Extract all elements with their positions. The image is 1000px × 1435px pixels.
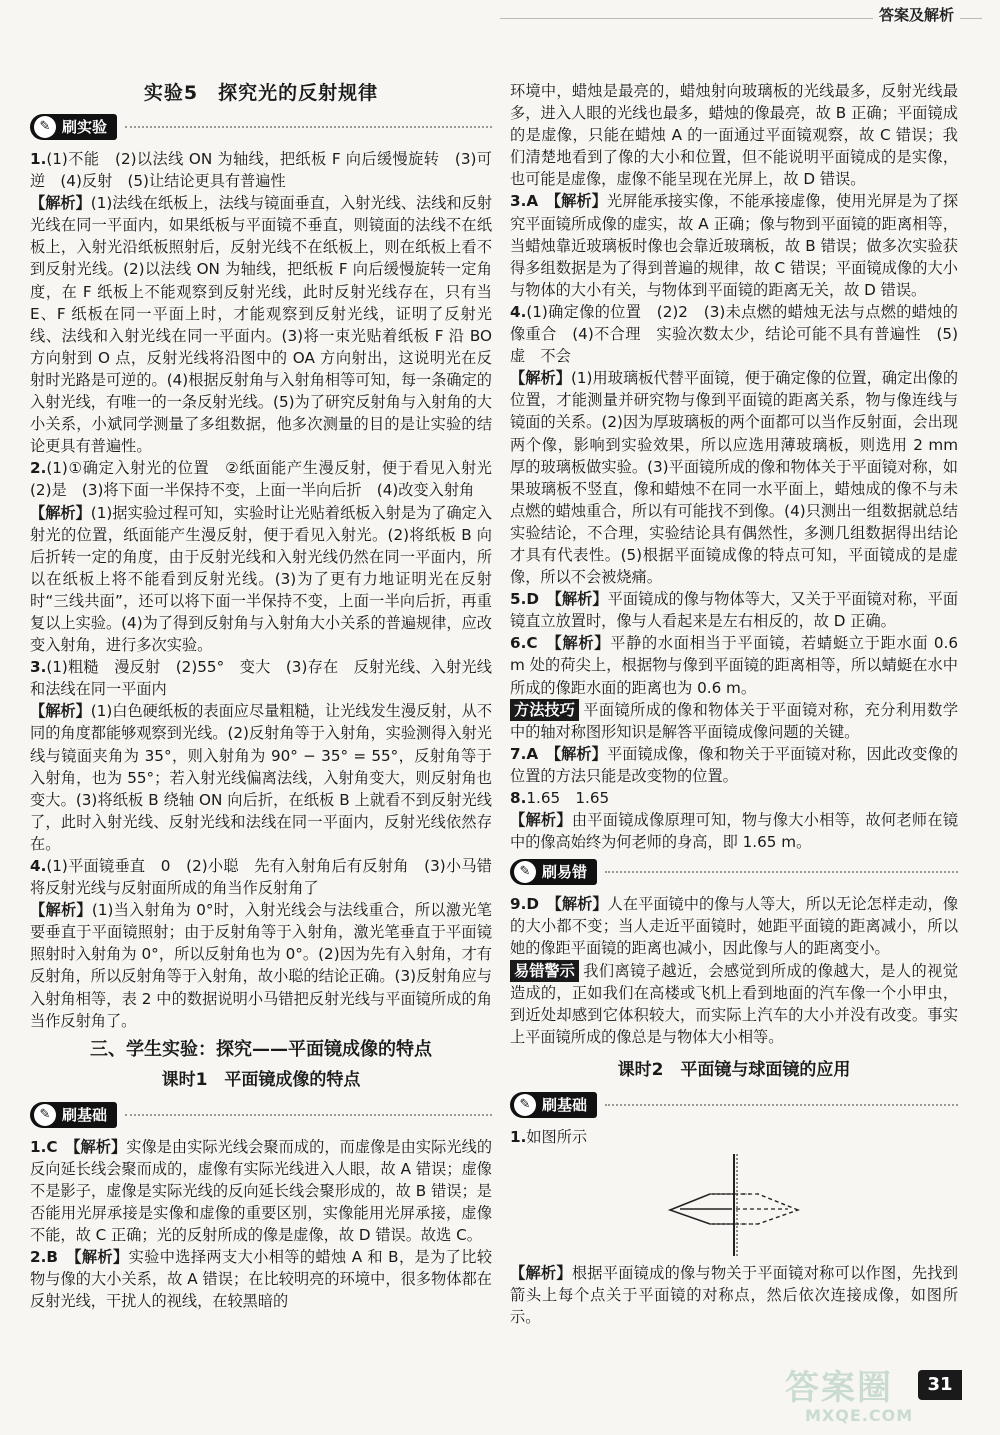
lesson-1-title: 课时1 平面镜成像的特点 [161,1069,361,1090]
method-tip-label: 方法技巧 [510,699,579,721]
analysis-2: 【解析】(1)据实验过程可知，实验时让光贴着纸板入射是为了确定入射光的位置，纸面能产生漫反射，便于看见入射光。(2)将纸板 B 向后折转一定的角度，由于反射光线和入射光线仍然在同一平面内，所以在纸板上将不能看到反射光线。(3)为了更有力地证明光在反射时“三线共面”，还可以将下面一半保持不变，上面一半向后折，再重复以上实验。(4)为了得到反射角与入射角大小关系的普遍规律，应改变入射角，进行多次实验。 [30,503,493,655]
basic-question-2-continued: 环境中，蜡烛是最亮的，蜡烛射向玻璃板的光线最多，反射光线最多，进入人眼的光线也最多，蜡烛的像最亮，故 B 正确；平面镜成的是虚像，只能在蜡烛 A 的一面通过平面镜观察，故 C 错误；我们清楚地看到了像的大小和位置，但不能说明平面镜成的是实像，也可能是虚像，虚像不能呈现在光屏上，故 D 错误。 [510,82,958,189]
basic-question-1: 1.C 【解析】实像是由实际光线会聚而成的，而虚像是由实际光线的反向延长线会聚而成的，虚像有实际光线进入人眼，故 A 错误；虚像不是影子，虚像是实际光线的反向延长线会聚形成的，故 B 错误；是否能用光屏承接是实像和虚像的重要区别，实像能用光屏承接，虚像不能，故 C 正确；光的反射所成的像是虚像，故 D 错误。故选 C。 [30,1137,493,1245]
question-1: 1.(1)不能 (2)以法线 ON 为轴线，把纸板 F 向后缓慢旋转 (3)可逆 (4)反射 (5)让结论更具有普遍性 [30,150,492,191]
banner-logo: ✎ 刷基础 [510,1092,597,1118]
brush-icon: ✎ [34,116,56,138]
banner-basics-2 [510,1088,958,1122]
analysis-1: 【解析】(1)法线在纸板上，法线与镜面垂直，入射光线、法线和反射光线在同一平面内，如果纸板与平面镜不垂直，则镜面的法线不在纸板上，入射光沿纸板照射后，反射光线不在纸板上，则在纸板上看不到反射光线。(2)以法线 ON 为轴线，把纸板 F 向后缓慢旋转一定角度，在 F 纸板上不能观察到反射光线，此时反射光线存在，只有当 E、F 纸板在同一平面上时，才能观察到反射光线，证明了反射光线、法线和入射光线在同一平面内。(3)将一束光贴着纸板 F 沿 BO 方向射到 O 点，反射光线将沿图中的 OA 方向射出，这说明光在反射时光路是可逆的。(4)根据反射角与入射角相等可知，每一条确定的入射光线，有唯一的一条反射光线。(5)为了研究反射角与入射角的大小关系，小斌同学测量了多组数据，他多次测量的目的是让实验的结论更具有普遍性。 [30,194,493,456]
analysis-b8: 【解析】由平面镜成像原理可知，物与像大小相等，故何老师在镜中的像高始终为何老师的身高，即 1.65 m。 [510,811,959,852]
banner-dots [125,126,492,128]
analysis-c1: 【解析】根据平面镜成的像与物关于平面镜对称可以作图，先找到箭头上每个点关于平面镜的对称点，然后依次连接成像，如图所示。 [510,1264,959,1327]
section-title: 三、学生实验：探究——平面镜成像的特点 [90,1038,432,1060]
basic-question-5: 5.D 【解析】平面镜成的像与物体等大，又关于平面镜对称，平面镜直立放置时，像与人看起来是左右相反的，故 D 正确。 [510,590,959,631]
right-column [510,80,958,1328]
analysis-3: 【解析】(1)白色硬纸板的表面应尽量粗糙，让光线发生漫反射，从不同的角度都能够观察到光线。(2)反射角等于入射角，实验测得入射光线与镜面夹角为 35°，则入射角为 90° − 35° = 55°，反射角等于入射角，也为 55°；若入射光线偏离法线，入射角变大，则反射角也变大。(3)将纸板 B 绕轴 ON 向后折，在纸板 B 上就看不到反射光线了，此时入射光线、反射光线和法线在同一平面内，反射光线依然存在。 [30,702,493,853]
banner-logo: ✎ 刷实验 [30,114,117,140]
basic-question-8: 8.1.65 1.65 [510,789,610,807]
page-number: 31 [918,1370,962,1400]
banner-mistakes [510,855,958,889]
method-tip: 方法技巧 平面镜所成的像和物体关于平面镜对称，充分利用数学中的轴对称图形知识是解答平面镜成像问题的关键。 [510,700,958,741]
watermark: 答案圈 MXQE.COM [785,1368,914,1425]
basic-question-4: 4.(1)确定像的位置 (2)2 (3)未点燃的蜡烛无法与点燃的蜡烛的像重合 (4)不合理 实验次数太少，结论可能不具有普遍性 (5)虚 不会 [510,302,958,366]
experiment-title: 实验5 探究光的反射规律 [143,82,379,104]
banner-dots [605,871,958,873]
mistake-question-9: 9.D 【解析】人在平面镜中的像与人等大，所以无论怎样走动，像的大小都不变；当人走近平面镜时，她距平面镜的距离减小，所以她的像距平面镜的距离也减小，因此像与人的距离变小。 [510,895,959,958]
question-2: 2.(1)①确定入射光的位置 ②纸面能产生漫反射，便于看见入射光 (2)是 (3)将下面一半保持不变，上面一半向后折 (4)改变入射角 [30,459,508,500]
banner-logo: ✎ 刷易错 [510,859,597,885]
basic-question-6: 6.C 【解析】平静的水面相当于平面镜，若蜻蜓立于距水面 0.6 m 处的荷尖上，根据物与像到平面镜的距离相等，所以蜻蜓在水中所成的像距水面的距离也为 0.6 m。 [510,634,959,697]
analysis-4: 【解析】(1)当入射角为 0°时，入射光线会与法线重合，所以激光笔要垂直于平面镜照射；由于反射角等于入射角，激光笔垂直于平面镜照射时入射角为 0°，所以反射角也为 0°。(2)因为先有入射角，才有反射角，所以反射角等于入射角，故小聪的结论正确。(3)反射角应与入射角相等，表 2 中的数据说明小马错把反射光线与平面镜所成的角当作反射角了。 [30,901,492,1030]
mistake-tip: 易错警示 我们离镜子越近，会感觉到所成的像越大，是人的视觉造成的，正如我们在高楼或飞机上看到地面的汽车像一个小甲虫，到近处却感到它体积较大，而实际上汽车的大小并没有改变。事实上平面镜所成的像总是与物体大小相等。 [510,961,958,1046]
banner-experiment [30,110,492,144]
banner-logo: ✎ 刷基础 [30,1102,117,1128]
basic-question-3: 3.A 【解析】光屏能承接实像，不能承接虚像，使用光屏是为了探究平面镜所成像的虚实，故 A 正确；像与物到平面镜的距离相等，当蜡烛靠近玻璃板时像也会靠近玻璃板，故 B 错误；做多次实验获得多组数据是为了得到普遍的规律，故 C 错误；平面镜成像的大小与物体的大小有关，与物体到平面镜的距离无关，故 D 错误。 [510,192,959,299]
question-3: 3.(1)粗糙 漫反射 (2)55° 变大 (3)存在 反射光线、入射光线和法线在同一平面内 [30,658,492,699]
banner-dots [605,1104,958,1106]
basic-question-2: 2.B 【解析】实验中选择两支大小相等的蜡烛 A 和 B，是为了比较物与像的大小关系，故 A 错误；在比较明亮的环境中，很多物体都在反射光线，干扰人的视线，在较黑暗的 [30,1248,493,1311]
left-column [30,80,508,1313]
question-4: 4.(1)平面镜垂直 0 (2)小聪 先有入射角后有反射角 (3)小马错将反射光线与反射面所成的角当作反射角了 [30,857,492,898]
mirror-diagram [510,1150,958,1260]
brush-icon: ✎ [514,1094,536,1116]
brush-icon: ✎ [34,1104,56,1126]
lesson2-question-1: 1.如图所示 [510,1127,588,1146]
mistake-tip-label: 易错警示 [510,960,579,982]
mirror-figure [510,1150,958,1260]
banner-dots [125,1114,492,1116]
lesson-2-title: 课时2 平面镜与球面镜的应用 [617,1059,851,1080]
analysis-b4: 【解析】(1)用玻璃板代替平面镜，便于确定像的位置，确定出像的位置，才能测量并研究物与像到平面镜的距离关系，物与像连线与镜面的关系。(2)因为厚玻璃板的两个面都可以当作反射面，会出现两个像，影响到实验效果，所以应选用薄玻璃板，则选用 2 mm 厚的玻璃板做实验。(3)平面镜所成的像和物体关于平面镜对称，如果玻璃板不竖直，像和蜡烛不在同一水平面上，蜡烛成的像不与未点燃的蜡烛重合，所以有可能找不到像。(4)只测出一组数据就总结实验结论，不合理，实验结论具有偶然性，多测几组数据得出结论才具有代表性。(5)根据平面镜成像的特点可知，平面镜成的是虚像，所以不会被烧痛。 [510,369,959,587]
brush-icon: ✎ [514,861,536,883]
header-label: 答案及解析 [873,4,960,25]
banner-basics [30,1098,492,1132]
basic-question-7: 7.A 【解析】平面镜成像，像和物关于平面镜对称，因此改变像的位置的方法只能是改变物的位置。 [510,744,959,785]
